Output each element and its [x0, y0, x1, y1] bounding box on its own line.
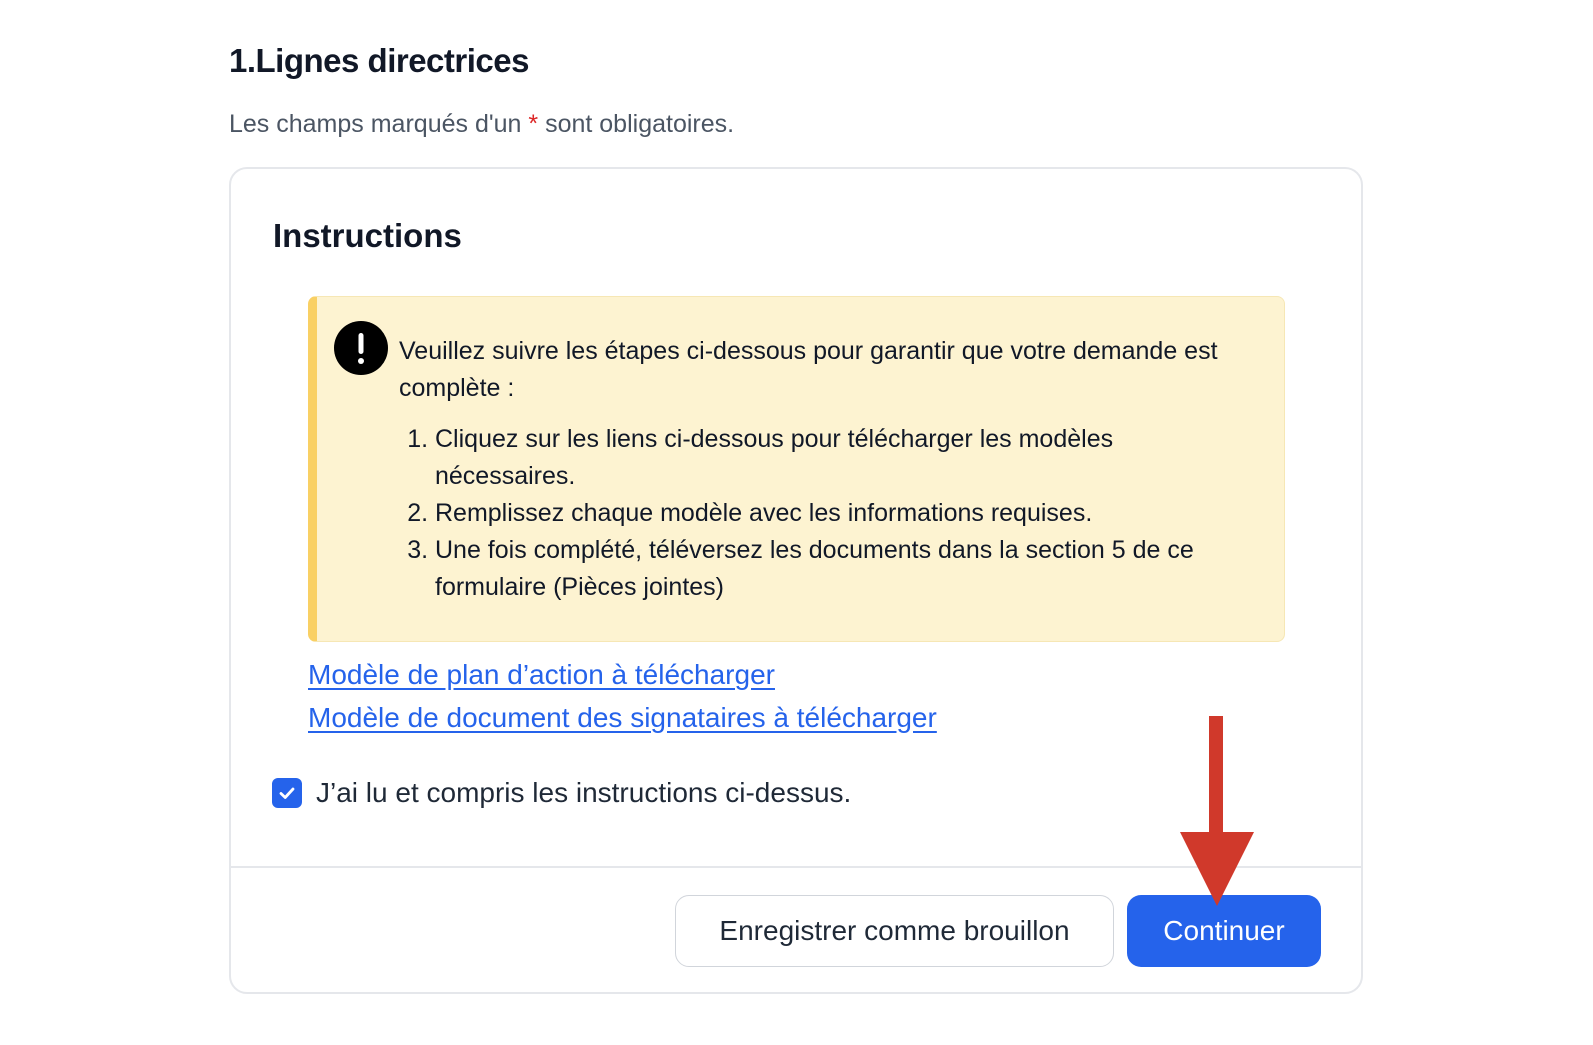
- step-item: 2. Remplissez chaque modèle avec les informations requises.: [435, 495, 1259, 532]
- checkmark-icon: [277, 783, 297, 803]
- action-plan-template-link[interactable]: Modèle de plan d’action à télécharger: [308, 659, 775, 690]
- required-fields-note: [229, 110, 734, 139]
- alert-body: [399, 333, 1259, 606]
- signatories-template-link[interactable]: Modèle de document des signataires à télécharger: [308, 702, 937, 733]
- required-note-prefix: Les champs marqués d'un: [229, 110, 522, 138]
- card-title: Instructions: [273, 217, 462, 254]
- exclamation-circle-icon: [334, 321, 388, 375]
- save-draft-button[interactable]: Enregistrer comme brouillon: [675, 895, 1114, 967]
- continue-button[interactable]: Continuer: [1127, 895, 1321, 967]
- section-title: 1.Lignes directrices: [229, 42, 529, 79]
- acknowledgement-checkbox[interactable]: [272, 778, 302, 808]
- instructions-alert: [308, 296, 1285, 642]
- step-item: 1. Cliquez sur les liens ci-dessous pour télécharger les modèles nécessaires.: [435, 421, 1259, 495]
- annotation-arrow-down-icon: [1176, 712, 1258, 908]
- step-item: 3. Une fois complété, téléversez les documents dans la section 5 de ce formulaire (Pièces jointes): [435, 532, 1259, 606]
- required-asterisk: *: [528, 110, 539, 138]
- required-note-suffix: sont obligatoires.: [545, 110, 735, 138]
- acknowledgement-row[interactable]: [272, 777, 851, 809]
- steps-list: [399, 421, 1259, 606]
- template-links: [308, 653, 937, 739]
- acknowledgement-label[interactable]: J’ai lu et compris les instructions ci-dessus.: [316, 777, 852, 808]
- alert-intro: Veuillez suivre les étapes ci-dessous pour garantir que votre demande est complète :: [399, 337, 1218, 402]
